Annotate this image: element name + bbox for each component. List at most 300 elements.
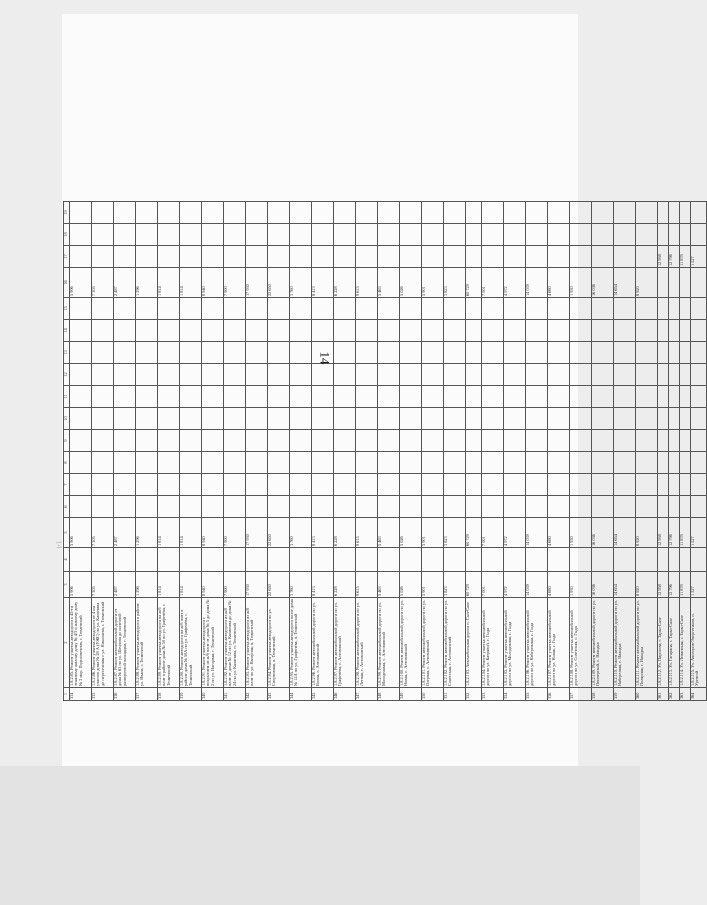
row-number: 356: [547, 688, 569, 701]
empty-cell: [591, 496, 613, 518]
empty-cell: [525, 386, 547, 408]
empty-cell: [679, 474, 690, 496]
column-header: 8: [64, 452, 70, 474]
empty-cell: [421, 430, 443, 452]
value-cell: 11 878: [679, 518, 690, 548]
value-cell: [668, 268, 679, 298]
empty-cell: [481, 364, 503, 386]
empty-cell: [289, 224, 311, 246]
value-cell: 8 920: [635, 572, 657, 598]
value-cell: [481, 246, 503, 268]
value-cell: [569, 246, 591, 268]
empty-cell: [690, 342, 706, 364]
empty-cell: [179, 408, 201, 430]
empty-cell: [69, 342, 91, 364]
empty-cell: [311, 364, 333, 386]
empty-cell: [355, 386, 377, 408]
column-header: 12: [64, 364, 70, 386]
empty-cell: [377, 496, 399, 518]
empty-cell: [525, 548, 547, 572]
empty-cell: [179, 496, 201, 518]
value-cell: 1 814: [179, 268, 201, 298]
bleed-through-page-number: 14: [54, 540, 64, 549]
empty-cell: [135, 408, 157, 430]
value-cell: [179, 246, 201, 268]
value-cell: 5 906: [69, 268, 91, 298]
empty-cell: [223, 224, 245, 246]
empty-cell: [635, 474, 657, 496]
value-cell: 8 940: [201, 572, 223, 598]
value-cell: 12 958: [657, 518, 668, 548]
empty-cell: [503, 298, 525, 320]
empty-cell: [135, 496, 157, 518]
empty-cell: [503, 224, 525, 246]
empty-cell: [223, 474, 245, 496]
empty-cell: [113, 364, 135, 386]
empty-cell: [679, 342, 690, 364]
empty-cell: [465, 202, 481, 224]
table-row: [465, 202, 481, 701]
empty-cell: [333, 548, 355, 572]
empty-cell: [591, 386, 613, 408]
row-number: 350: [421, 688, 443, 701]
empty-cell: [690, 496, 706, 518]
table-row: [377, 202, 399, 701]
empty-cell: [91, 474, 113, 496]
empty-cell: [91, 342, 113, 364]
value-cell: 12 796: [668, 518, 679, 548]
value-cell: 3 823: [443, 518, 465, 548]
column-header: 3: [64, 572, 70, 598]
empty-cell: [311, 452, 333, 474]
empty-cell: [465, 298, 481, 320]
empty-cell: [355, 320, 377, 342]
value-cell: 17 930: [245, 268, 267, 298]
value-cell: 6 228: [333, 268, 355, 298]
empty-cell: [679, 548, 690, 572]
empty-cell: [635, 408, 657, 430]
empty-cell: [569, 548, 591, 572]
row-description: 1.8.2.106. Ремонт участка автомобильной дороги по ул. Набережная, с. Гыда: [525, 598, 547, 688]
empty-cell: [289, 364, 311, 386]
empty-cell: [679, 224, 690, 246]
value-cell: 14 039: [525, 518, 547, 548]
empty-cell: [113, 474, 135, 496]
empty-cell: [113, 452, 135, 474]
empty-cell: [113, 320, 135, 342]
row-description: 1.8.2.85. Ремонт участка автодороги к 45-ти этажному жилому дому № 4/3 и жилому дому № 3 мкр. Подсолнечник, г. Тюменский: [69, 598, 91, 688]
empty-cell: [635, 320, 657, 342]
empty-cell: [91, 202, 113, 224]
empty-cell: [465, 430, 481, 452]
row-description: 1.8.2.115. Ул. Апсеоров-Энергетиков, п. Уренгой: [690, 598, 706, 688]
empty-cell: [333, 452, 355, 474]
empty-cell: [443, 224, 465, 246]
table-row: [635, 202, 657, 701]
empty-cell: [613, 408, 635, 430]
empty-cell: [443, 408, 465, 430]
value-cell: 5 906: [69, 572, 91, 598]
empty-cell: [443, 298, 465, 320]
empty-cell: [635, 452, 657, 474]
empty-cell: [668, 298, 679, 320]
empty-cell: [443, 474, 465, 496]
empty-cell: [223, 496, 245, 518]
empty-cell: [465, 386, 481, 408]
empty-cell: [443, 430, 465, 452]
empty-cell: [289, 298, 311, 320]
empty-cell: [69, 548, 91, 572]
empty-cell: [157, 548, 179, 572]
empty-cell: [377, 342, 399, 364]
empty-cell: [635, 386, 657, 408]
row-description: 1.8.2.88. Ремонт участка автодороги в районе ул. Ивана, г. Тюменский: [135, 598, 157, 688]
empty-cell: [179, 548, 201, 572]
empty-cell: [91, 386, 113, 408]
value-cell: 60 729: [465, 268, 481, 298]
empty-cell: [91, 452, 113, 474]
table-row: [679, 202, 690, 701]
empty-cell: [399, 386, 421, 408]
empty-cell: [289, 202, 311, 224]
row-description: 1.8.2.101. Ремонт автомобильной дороги по ул. Озерная, с. Алтовинский: [421, 598, 443, 688]
value-cell: 17 930: [245, 572, 267, 598]
empty-cell: [179, 342, 201, 364]
empty-cell: [679, 298, 690, 320]
table-row: [91, 202, 113, 701]
empty-cell: [421, 320, 443, 342]
row-number: 336: [113, 688, 135, 701]
row-number: 363: [679, 688, 690, 701]
empty-cell: [377, 386, 399, 408]
empty-cell: [569, 474, 591, 496]
row-description: 1.8.2.93. Ремонт участка автодороги из ж/б плит по ул. Нагорная, п. Тюменский: [245, 598, 267, 688]
empty-cell: [503, 496, 525, 518]
table-row: [525, 202, 547, 701]
row-description: 1.8.2.103. Автомобильная дорога п. Сын-Сале: [465, 598, 481, 688]
column-header: 6: [64, 496, 70, 518]
value-cell: 5 906: [69, 518, 91, 548]
empty-cell: [245, 342, 267, 364]
empty-cell: [179, 202, 201, 224]
value-cell: 12 796: [668, 246, 679, 268]
empty-cell: [289, 342, 311, 364]
empty-cell: [91, 496, 113, 518]
value-cell: [635, 246, 657, 268]
empty-cell: [481, 320, 503, 342]
empty-cell: [657, 202, 668, 224]
value-cell: 2 487: [113, 268, 135, 298]
row-number: 353: [481, 688, 503, 701]
empty-cell: [289, 320, 311, 342]
empty-cell: [679, 364, 690, 386]
empty-cell: [525, 224, 547, 246]
empty-cell: [690, 364, 706, 386]
empty-cell: [591, 298, 613, 320]
empty-cell: [690, 224, 706, 246]
value-cell: 8 940: [201, 518, 223, 548]
empty-cell: [289, 408, 311, 430]
row-description: 1.8.2.95. Ремонт участка автодороги возле дома № 12А по ул. Графенёва, п. Тюменский: [289, 598, 311, 688]
empty-cell: [267, 408, 289, 430]
empty-cell: [503, 474, 525, 496]
empty-cell: [157, 430, 179, 452]
empty-cell: [201, 320, 223, 342]
empty-cell: [635, 202, 657, 224]
value-cell: [657, 268, 668, 298]
empty-cell: [355, 430, 377, 452]
empty-cell: [245, 202, 267, 224]
empty-cell: [399, 202, 421, 224]
row-description: 1.8.2.112. Ул. Пирогова, г. Тарко-Сале: [657, 598, 668, 688]
value-cell: 4 680: [547, 268, 569, 298]
empty-cell: [355, 202, 377, 224]
empty-cell: [245, 298, 267, 320]
value-cell: 5 463: [377, 268, 399, 298]
empty-cell: [333, 298, 355, 320]
empty-cell: [591, 548, 613, 572]
row-number: 352: [465, 688, 481, 701]
value-cell: [223, 246, 245, 268]
empty-cell: [690, 298, 706, 320]
empty-cell: [635, 430, 657, 452]
empty-cell: [223, 320, 245, 342]
value-cell: 12 958: [657, 572, 668, 598]
empty-cell: [333, 496, 355, 518]
value-cell: 7 305: [91, 268, 113, 298]
empty-cell: [201, 202, 223, 224]
empty-cell: [668, 548, 679, 572]
value-cell: 3 760: [289, 268, 311, 298]
empty-cell: [69, 408, 91, 430]
empty-cell: [113, 224, 135, 246]
table-row: [135, 202, 157, 701]
empty-cell: [179, 430, 201, 452]
value-cell: [690, 268, 706, 298]
empty-cell: [591, 430, 613, 452]
empty-cell: [668, 474, 679, 496]
empty-cell: [201, 298, 223, 320]
empty-cell: [657, 364, 668, 386]
empty-cell: [223, 298, 245, 320]
empty-cell: [679, 202, 690, 224]
value-cell: 1 527: [690, 572, 706, 598]
row-description: 1.8.2.86. Ремонт участка автодороги от 4 км участок дома № 28 А (УЖС) по ул. Калинина до пересечения с ул. Николаева, г. Тюменский: [91, 598, 113, 688]
column-header: 15: [64, 298, 70, 320]
empty-cell: [223, 548, 245, 572]
empty-cell: [668, 496, 679, 518]
row-description: 1.8.2.105. Ремонт участка автомобильной дороги по ул. Молодежная, с. Гыда: [503, 598, 525, 688]
value-cell: 6 228: [333, 572, 355, 598]
value-cell: [333, 246, 355, 268]
row-number: 361: [657, 688, 668, 701]
row-description: 1.8.2.107. Ремонт участка автомобильной дороги по ул. Новая, с. Гыда: [547, 598, 569, 688]
empty-cell: [135, 364, 157, 386]
empty-cell: [377, 320, 399, 342]
empty-cell: [547, 548, 569, 572]
empty-cell: [503, 452, 525, 474]
value-cell: 22 650: [267, 572, 289, 598]
empty-cell: [613, 430, 635, 452]
value-cell: 5 463: [377, 518, 399, 548]
row-description: 1.8.2.109. Ремонт автомобильной дороги по ул. Пионерской, с. Находка: [591, 598, 613, 688]
empty-cell: [311, 386, 333, 408]
value-cell: 5 901: [421, 268, 443, 298]
empty-cell: [657, 548, 668, 572]
empty-cell: [481, 408, 503, 430]
value-cell: [399, 246, 421, 268]
empty-cell: [201, 342, 223, 364]
empty-cell: [69, 202, 91, 224]
empty-cell: [481, 474, 503, 496]
empty-cell: [421, 342, 443, 364]
empty-cell: [201, 548, 223, 572]
empty-cell: [377, 548, 399, 572]
value-cell: 4 680: [547, 518, 569, 548]
value-cell: 5 901: [421, 572, 443, 598]
row-description: 1.8.2.99. Ремонт автомобильной дороги по ул. Молодежная, с. Алтовинский: [377, 598, 399, 688]
value-cell: 7 305: [91, 518, 113, 548]
value-cell: [465, 246, 481, 268]
empty-cell: [91, 408, 113, 430]
empty-cell: [443, 386, 465, 408]
empty-cell: [668, 386, 679, 408]
empty-cell: [91, 298, 113, 320]
empty-cell: [481, 224, 503, 246]
empty-cell: [311, 202, 333, 224]
value-cell: 9 615: [355, 518, 377, 548]
empty-cell: [503, 408, 525, 430]
column-header: 4: [64, 548, 70, 572]
row-number: 358: [591, 688, 613, 701]
empty-cell: [377, 408, 399, 430]
empty-cell: [157, 202, 179, 224]
empty-cell: [333, 430, 355, 452]
row-number: 355: [525, 688, 547, 701]
value-cell: 5 901: [421, 518, 443, 548]
empty-cell: [657, 386, 668, 408]
empty-cell: [355, 298, 377, 320]
value-cell: 22 650: [267, 518, 289, 548]
value-cell: 7 900: [223, 572, 245, 598]
value-cell: 7 001: [481, 572, 503, 598]
empty-cell: [668, 320, 679, 342]
value-cell: 5 463: [377, 572, 399, 598]
empty-cell: [613, 496, 635, 518]
row-description: 1.8.2.87. Ремонт автомобильной дороги от дома № 63 по ул. Шечнова до конечной разворотной площадки, г. Тюменский: [113, 598, 135, 688]
value-cell: 3 823: [443, 268, 465, 298]
empty-cell: [421, 298, 443, 320]
empty-cell: [333, 408, 355, 430]
value-cell: [525, 246, 547, 268]
empty-cell: [547, 320, 569, 342]
empty-cell: [157, 298, 179, 320]
value-cell: 14 654: [613, 518, 635, 548]
table-row: [569, 202, 591, 701]
column-header: 16: [64, 268, 70, 298]
empty-cell: [481, 386, 503, 408]
value-cell: 2 487: [113, 518, 135, 548]
empty-cell: [113, 548, 135, 572]
empty-cell: [547, 298, 569, 320]
empty-cell: [201, 364, 223, 386]
empty-cell: [311, 224, 333, 246]
empty-cell: [569, 386, 591, 408]
empty-cell: [267, 386, 289, 408]
empty-cell: [613, 474, 635, 496]
value-cell: 1 814: [157, 518, 179, 548]
column-header: 17: [64, 246, 70, 268]
row-number: 335: [91, 688, 113, 701]
empty-cell: [223, 430, 245, 452]
row-description: 1.8.2.90. Ремонт автодороги на ж/б плит в районе дома № 50А по ул. Графенёва, г. Тюменский: [179, 598, 201, 688]
empty-cell: [657, 298, 668, 320]
empty-cell: [668, 342, 679, 364]
empty-cell: [547, 452, 569, 474]
row-number: 337: [135, 688, 157, 701]
empty-cell: [591, 452, 613, 474]
empty-cell: [613, 298, 635, 320]
empty-cell: [613, 342, 635, 364]
empty-cell: [613, 224, 635, 246]
row-number: 343: [267, 688, 289, 701]
empty-cell: [311, 548, 333, 572]
empty-cell: [245, 548, 267, 572]
empty-cell: [679, 496, 690, 518]
budget-table: [63, 201, 707, 701]
empty-cell: [333, 474, 355, 496]
empty-cell: [223, 408, 245, 430]
empty-cell: [569, 496, 591, 518]
empty-cell: [333, 342, 355, 364]
empty-cell: [113, 342, 135, 364]
empty-cell: [267, 430, 289, 452]
value-cell: 14 654: [613, 572, 635, 598]
value-cell: 11 878: [679, 572, 690, 598]
empty-cell: [377, 224, 399, 246]
empty-cell: [179, 298, 201, 320]
empty-cell: [333, 364, 355, 386]
empty-cell: [613, 364, 635, 386]
value-cell: 3 760: [289, 572, 311, 598]
empty-cell: [245, 408, 267, 430]
empty-cell: [657, 320, 668, 342]
row-description: 1.8.2.94. Ремонт участка автодороги по ул. Спортивная, п. Тюменский: [267, 598, 289, 688]
empty-cell: [333, 202, 355, 224]
value-cell: 7 001: [481, 268, 503, 298]
empty-cell: [311, 408, 333, 430]
empty-cell: [267, 364, 289, 386]
empty-cell: [591, 342, 613, 364]
row-description: 1.8.2.92. Ремонт участка автодороги из ж/б плит от дома № 12 по ул. Калинина до дома № 24 по ул. Калинина, п. Тюменский: [223, 598, 245, 688]
empty-cell: [569, 342, 591, 364]
empty-cell: [481, 298, 503, 320]
empty-cell: [135, 452, 157, 474]
empty-cell: [525, 320, 547, 342]
value-cell: [547, 246, 569, 268]
empty-cell: [547, 474, 569, 496]
empty-cell: [525, 342, 547, 364]
column-header: 1: [64, 688, 70, 701]
row-description: 1.8.2.113. Ул. Гагарина, г. Тарко-Сале: [668, 598, 679, 688]
empty-cell: [481, 342, 503, 364]
empty-cell: [267, 224, 289, 246]
empty-cell: [135, 342, 157, 364]
empty-cell: [201, 430, 223, 452]
empty-cell: [113, 202, 135, 224]
empty-cell: [421, 224, 443, 246]
empty-cell: [465, 342, 481, 364]
